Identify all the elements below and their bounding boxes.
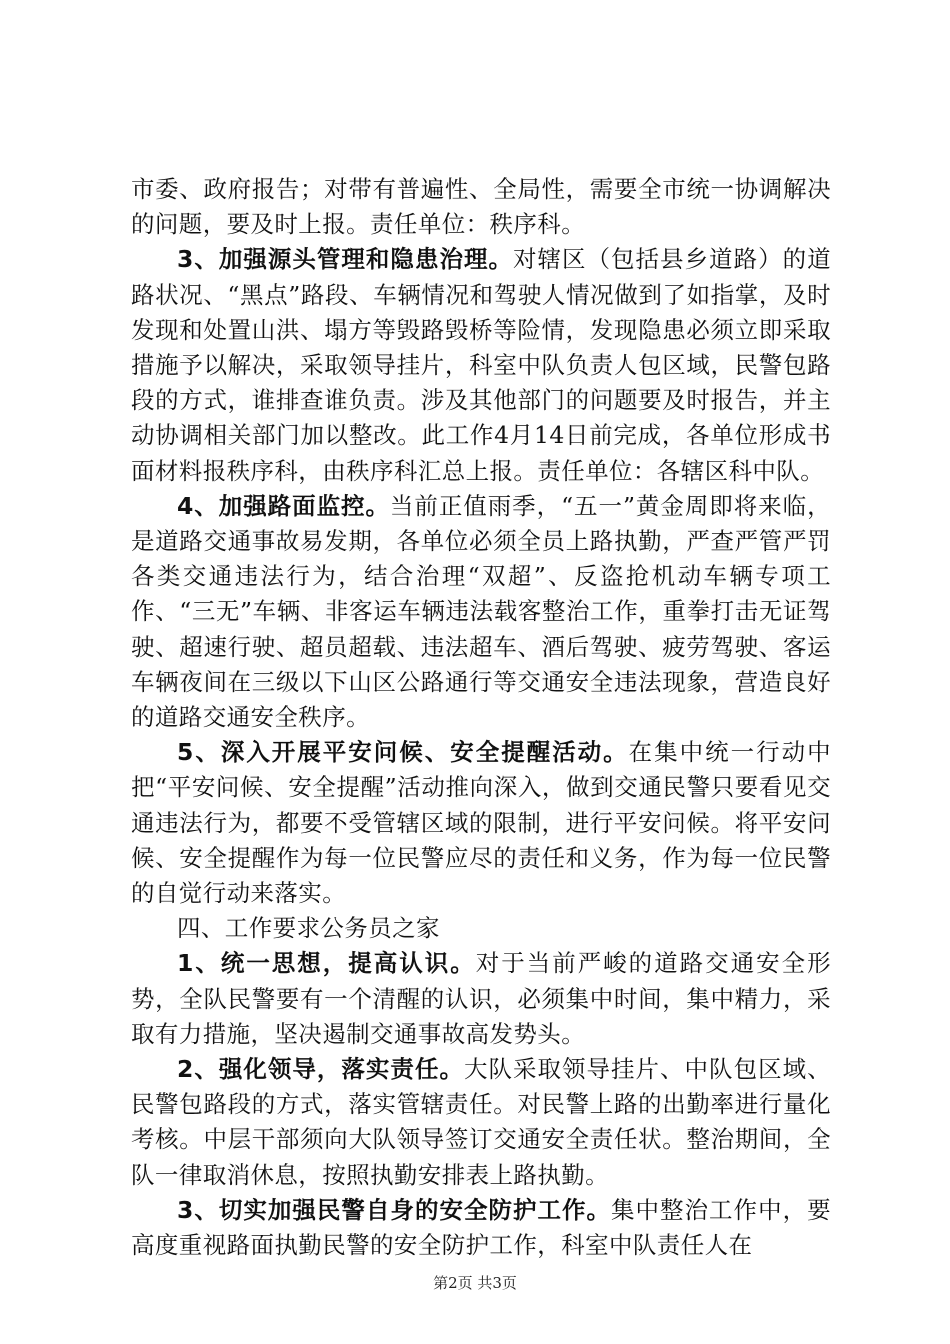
paragraph-text: 对辖区（包括县乡道路）的道路状况、“黑点”路段、车辆情况和驾驶人情况做到了如指掌，及时发现和处置山洪、塌方等毁路毁桥等险情，发现隐患必须立即采取措施予以解决，采取领导挂片，科室中队负责人包区域，民警包路段的方式，谁排查谁负责。涉及其他部门的问题要及时报告，并主动协调相关部门加以整改。此工作4月14日前完成，各单位形成书面材料报秩序科，由秩序科汇总上报。责任单位：各辖区科中队。: [131, 245, 831, 485]
paragraph-road-monitoring: [131, 489, 831, 735]
paragraph-lead: 3、切实加强民警自身的安全防护工作。: [177, 1195, 612, 1224]
paragraph-continuation: [131, 172, 831, 242]
paragraph-text: 市委、政府报告；对带有普遍性、全局性，需要全市统一协调解决的问题，要及时上报。责任单位：秩序科。: [131, 175, 831, 239]
paragraph-unify-thinking: [131, 946, 831, 1052]
section-heading-text: 四、工作要求公务员之家: [177, 914, 440, 943]
paragraph-text: 对于当前严峻的道路交通安全形势，全队民警要有一个清醒的认识，必须集中时间，集中精力，采取有力措施，坚决遏制交通事故高发势头。: [131, 949, 831, 1048]
paragraph-lead: 4、加强路面监控。: [177, 491, 390, 520]
page-number: 第2页 共3页: [433, 1274, 517, 1292]
paragraph-text: 在集中统一行动中把“平安问候、安全提醒”活动推向深入，做到交通民警只要看见交通违法行为，都要不受管辖区域的限制，进行平安问候。将平安问候、安全提醒作为每一位民警应尽的责任和义务，作为每一位民警的自觉行动来落实。: [131, 738, 831, 908]
paragraph-lead: 3、加强源头管理和隐患治理。: [177, 245, 513, 274]
paragraph-safety-greeting: [131, 735, 831, 911]
document-body: [131, 172, 831, 1263]
page-footer: [0, 1272, 950, 1293]
paragraph-lead: 1、统一思想，提高认识。: [177, 949, 476, 978]
paragraph-text: 当前正值雨季，“五一”黄金周即将来临，是道路交通事故易发期，各单位必须全员上路执勤，严查严管严罚各类交通违法行为，结合治理“双超”、反盗抢机动车辆专项工作、“三无”车辆、非客运车辆违法载客整治工作，重拳打击无证驾驶、超速行驶、超员超载、违法超车、酒后驾驶、疲劳驾驶、客运车辆夜间在三级以下山区公路通行等交通安全违法现象，营造良好的道路交通安全秩序。: [131, 491, 831, 732]
paragraph-source-management: [131, 242, 831, 488]
paragraph-text: 集中整治工作中，要高度重视路面执勤民警的安全防护工作，科室中队责任人在: [131, 1195, 831, 1260]
paragraph-strengthen-leadership: [131, 1052, 831, 1193]
paragraph-text: 大队采取领导挂片、中队包区域、民警包路段的方式，落实管辖责任。对民警上路的出勤率进行量化考核。中层干部须向大队领导签订交通安全责任状。整治期间，全队一律取消休息，按照执勤安排表上路执勤。: [131, 1055, 831, 1189]
paragraph-officer-safety: [131, 1193, 831, 1263]
section-heading: [131, 911, 831, 946]
paragraph-lead: 5、深入开展平安问候、安全提醒活动。: [177, 738, 629, 767]
paragraph-lead: 2、强化领导，落实责任。: [177, 1055, 464, 1084]
